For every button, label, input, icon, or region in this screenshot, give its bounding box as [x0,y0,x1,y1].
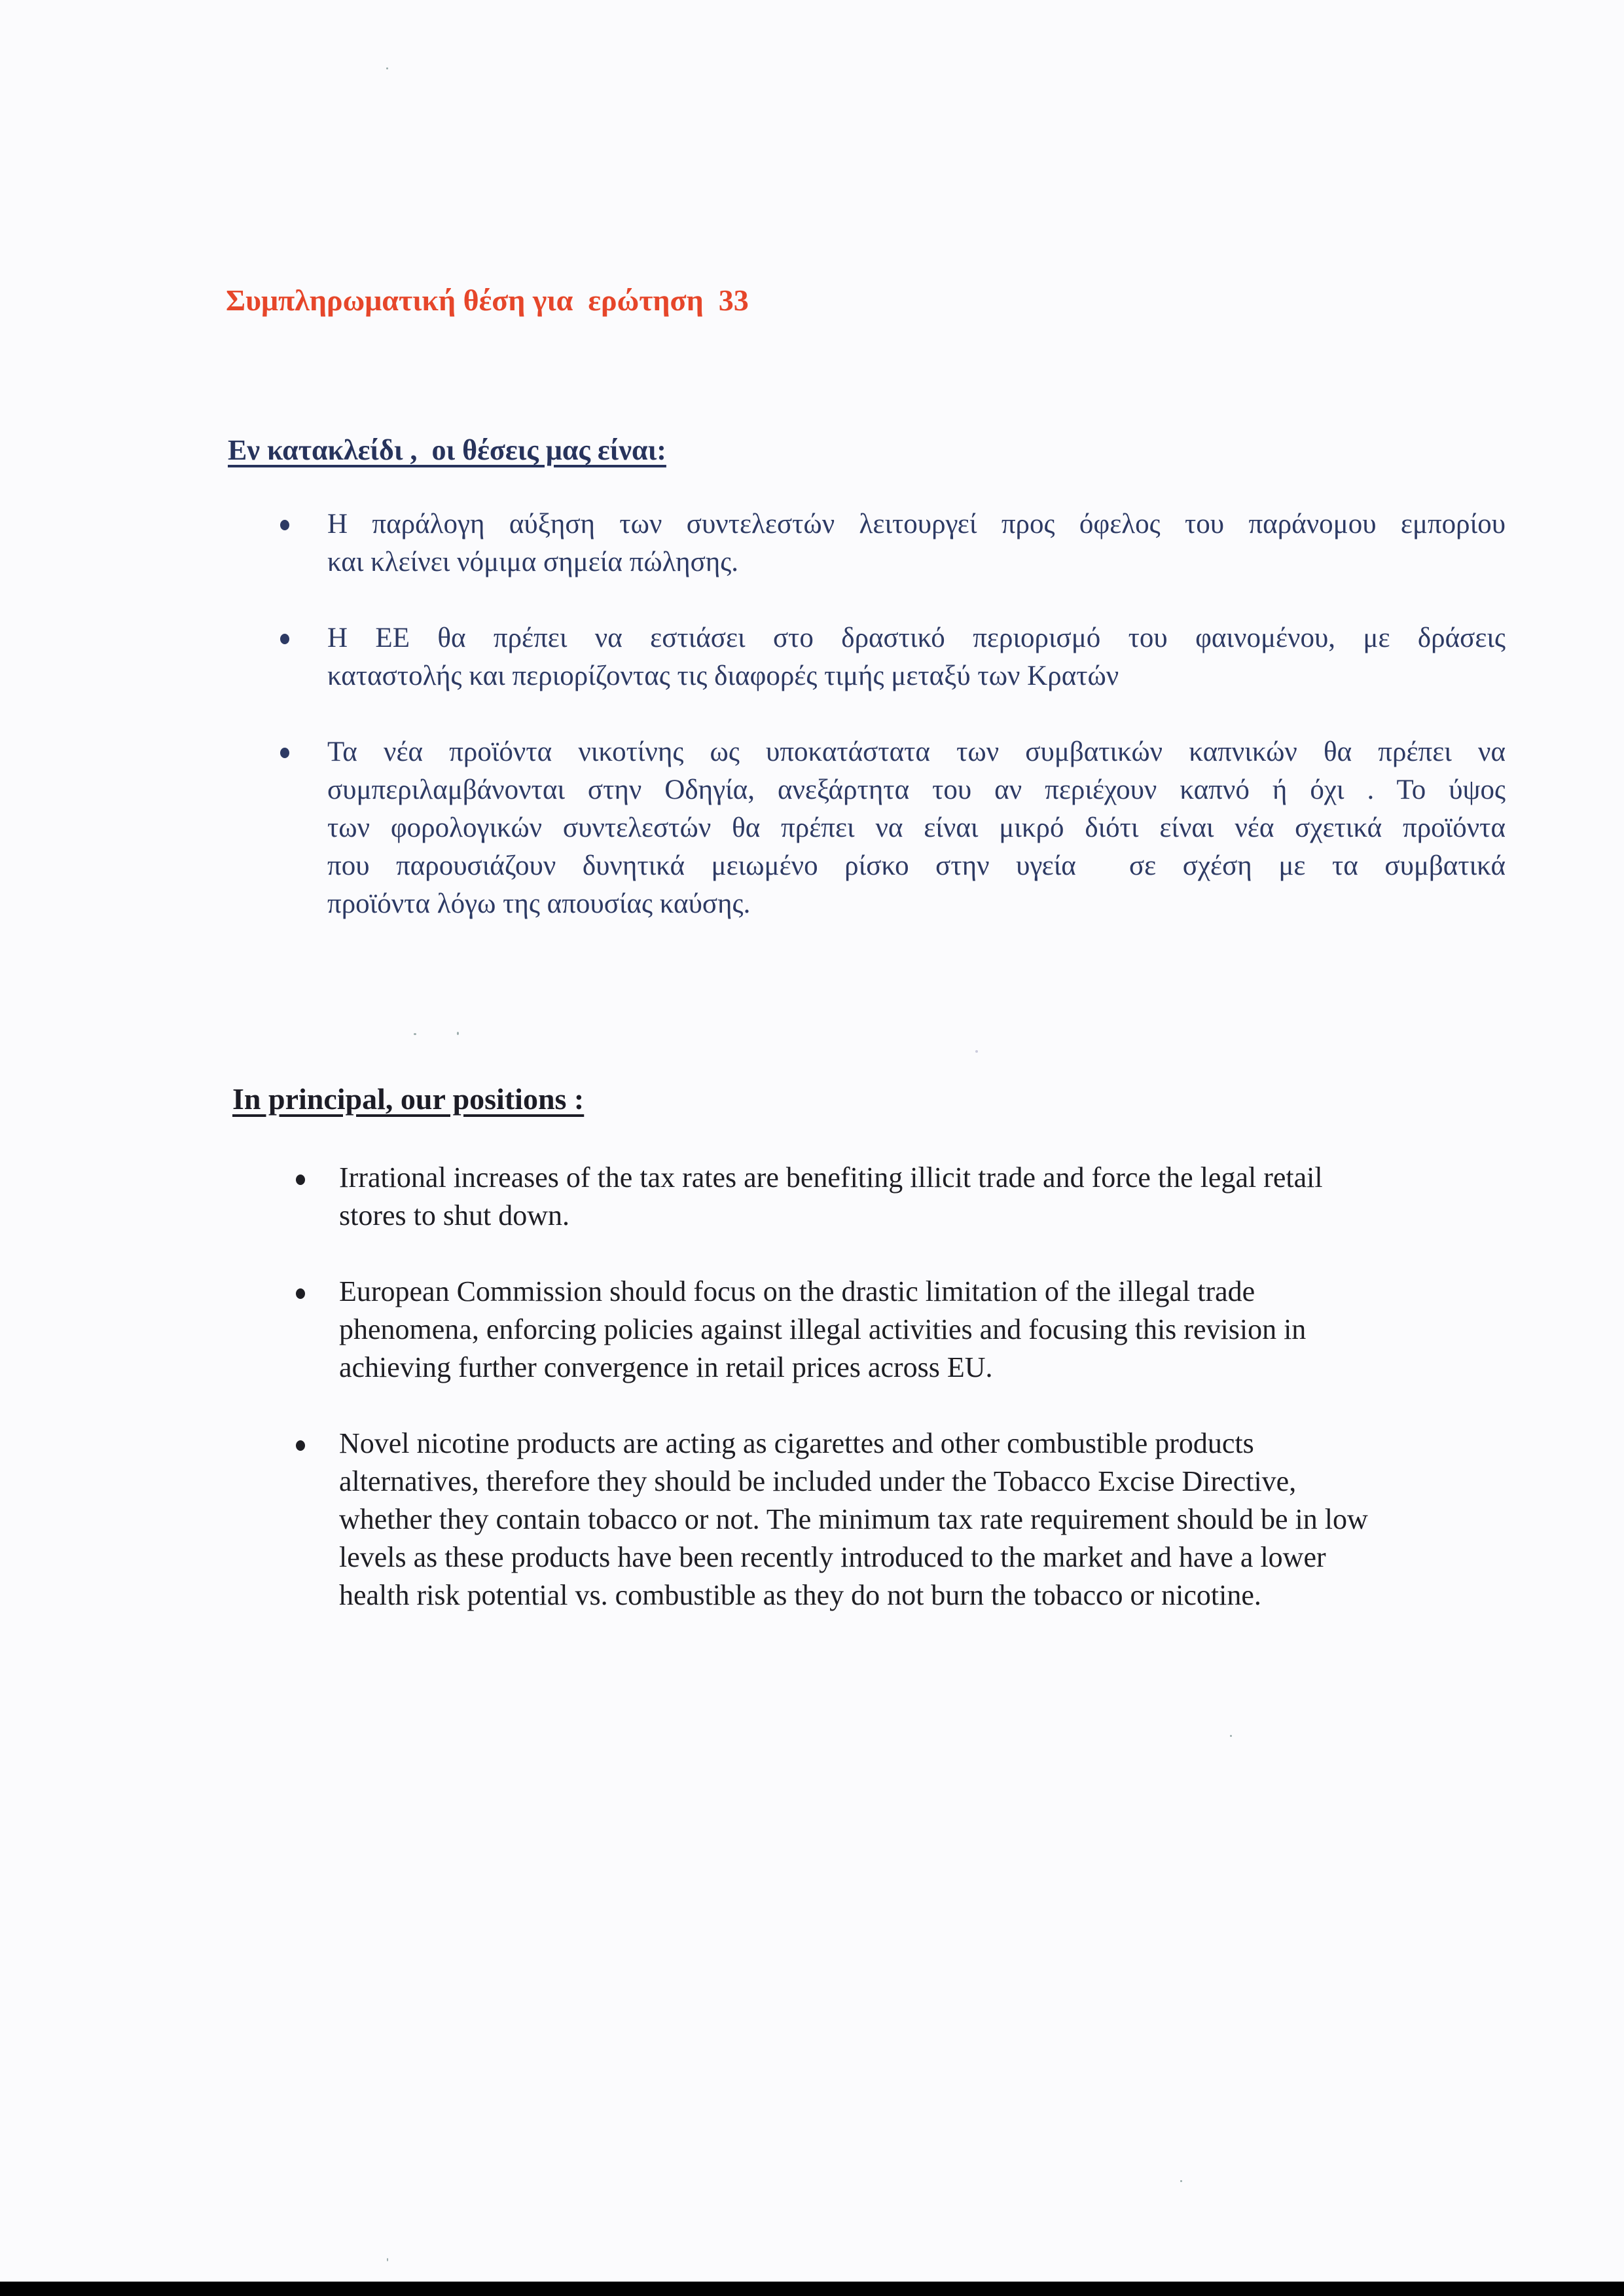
text-line: Η ΕΕ θα πρέπει να εστιάσει στο δραστικό περιορισμό του φαινομένου, με δράσεις [327,623,1506,653]
english-bullet-item [339,1425,1517,1614]
text-line: stores to shut down. [339,1199,569,1231]
text-line: health risk potential vs. combustible as they do not burn the tobacco or nicotine. [339,1579,1261,1611]
text-line: Τα νέα προϊόντα νικοτίνης ως υποκατάστατα των συμβατικών καπνικών θα πρέπει να [327,737,1506,767]
bullet-icon [296,1440,305,1451]
text-line: των φορολογικών συντελεστών θα πρέπει να είναι μικρό διότι είναι νέα σχετικά προϊόντα [327,812,1506,843]
text-line: achieving further convergence in retail prices across EU. [339,1351,993,1383]
text-line: European Commission should focus on the drastic limitation of the illegal trade [339,1275,1255,1307]
scan-speck [1180,2180,1182,2182]
greek-section-heading: Εν κατακλείδι , οι θέσεις μας είναι: [228,434,666,466]
bullet-icon [296,1288,305,1299]
text-line: Η παράλογη αύξηση των συντελεστών λειτουργεί προς όφελος του παράνομου εμπορίου [327,509,1506,539]
english-bullet-list [339,1159,1517,1614]
bullet-icon [296,1175,305,1185]
english-bullet-item [339,1273,1517,1387]
scan-speck [1230,1735,1232,1737]
page-title: Συμπληρωματική θέση για ερώτηση 33 [226,283,749,317]
text-line: που παρουσιάζουν δυνητικά μειωμένο ρίσκο στην υγεία σε σχέση με τα συμβατικά [327,850,1506,881]
scan-speck [386,67,388,69]
text-line: συμπεριλαμβάνονται στην Οδηγία, ανεξάρτητα του αν περιέχουν καπνό ή όχι . Το ύψος [327,774,1506,805]
scan-speck [387,2258,388,2261]
text-line: Novel nicotine products are acting as cigarettes and other combustible products [339,1427,1254,1459]
bullet-icon [280,748,289,758]
scan-bottom-edge [0,2282,1624,2296]
scan-speck [457,1032,459,1035]
greek-bullet-item [327,733,1506,923]
text-line: alternatives, therefore they should be included under the Tobacco Excise Directive, [339,1465,1297,1497]
scan-speck [975,1050,978,1053]
text-line: levels as these products have been recently introduced to the market and have a lower [339,1541,1326,1573]
text-line: whether they contain tobacco or not. The minimum tax rate requirement should be in low [339,1503,1368,1535]
scan-speck [414,1033,416,1035]
english-section-heading: In principal, our positions : [232,1082,585,1116]
bullet-icon [280,520,289,530]
text-line: προϊόντα λόγω της απουσίας καύσης. [327,888,751,919]
bullet-icon [280,634,289,644]
text-line: phenomena, enforcing policies against illegal activities and focusing this revision in [339,1313,1307,1345]
text-line: καταστολής και περιορίζοντας τις διαφορές τιμής μεταξύ των Κρατών [327,661,1119,691]
text-line: Irrational increases of the tax rates are benefiting illicit trade and force the legal retail [339,1161,1323,1194]
greek-bullet-list [327,505,1506,923]
english-bullet-item [339,1159,1517,1235]
greek-bullet-item [327,505,1506,581]
greek-bullet-item [327,619,1506,695]
text-line: και κλείνει νόμιμα σημεία πώλησης. [327,547,739,577]
